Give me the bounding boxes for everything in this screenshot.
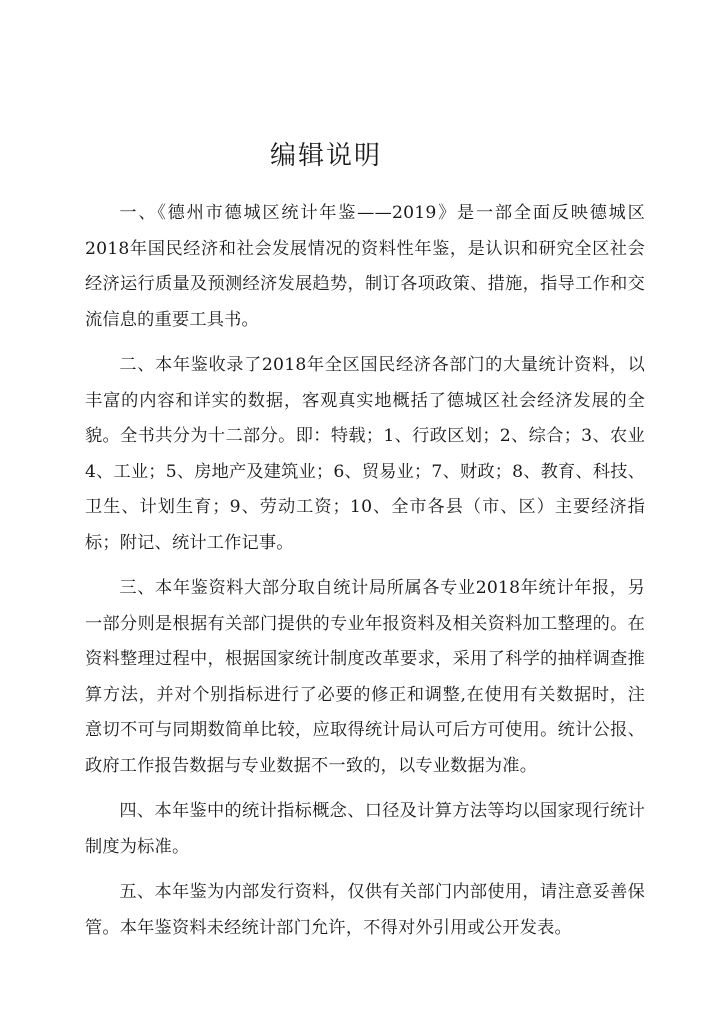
- paragraph-4: 四、本年鉴中的统计指标概念、口径及计算方法等均以国家现行统计制度为标准。: [85, 801, 645, 857]
- paragraph-2: 二、本年鉴收录了2018年全区国民经济各部门的大量统计资料，以丰富的内容和详实的数据，客观真实地概括了德城区社会经济发展的全貌。全书共分为十二部分。即：特载；1、行政区划；2、综合；3、农业4、工业；5、房地产及建筑业；6、贸易业；7、财政；8、教育、科技、卫生、计划生育；9、劳动工资；10、全市各县（市、区）主要经济指标；附记、统计工作记事。: [85, 355, 645, 553]
- paragraph-1: 一、《德州市德城区统计年鉴——2019》是一部全面反映德城区2018年国民经济和社会发展情况的资料性年鉴，是认识和研究全区社会经济运行质量及预测经济发展趋势，制订各项政策、措施，指导工作和交流信息的重要工具书。: [85, 203, 645, 330]
- paragraph-5: 五、本年鉴为内部发行资料，仅供有关部门内部使用，请注意妥善保管。本年鉴资料未经统计部门允许，不得对外引用或公开发表。: [85, 882, 645, 938]
- paragraph-3: 三、本年鉴资料大部分取自统计局所属各专业2018年统计年报，另一部分则是根据有关部门提供的专业年报资料及相关资料加工整理的。在资料整理过程中，根据国家统计制度改革要求，采用了科学的抽样调查推算方法，并对个别指标进行了必要的修正和调整,在使用有关数据时，注意切不可与同期数简单比较，应取得统计局认可后方可使用。统计公报、政府工作报告数据与专业数据不一致的，以专业数据为准。: [85, 578, 645, 776]
- page-title: 编辑说明: [270, 141, 383, 171]
- document-body: [85, 196, 645, 946]
